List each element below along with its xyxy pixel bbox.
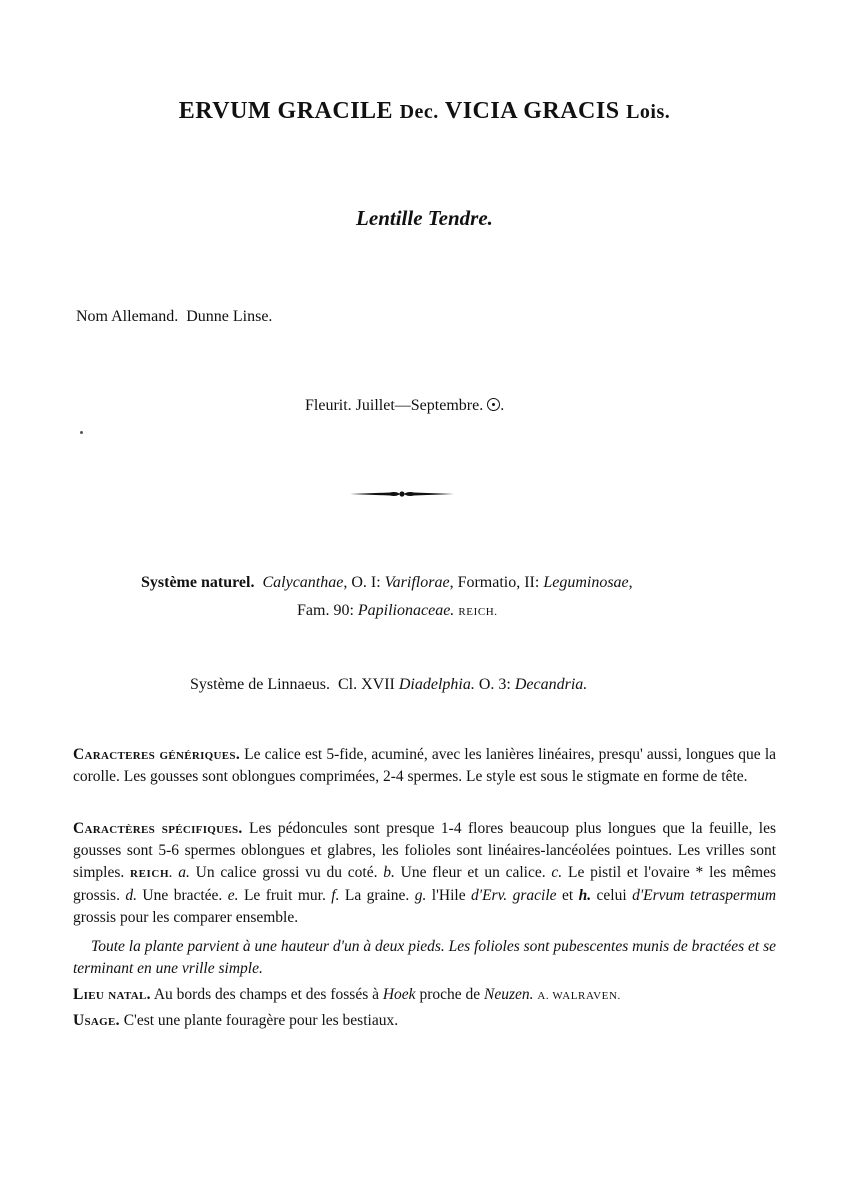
specific-characters [73,818,776,929]
specific-heading: Caractères spécifiques. [73,820,243,837]
figure-caption: et [556,887,579,904]
linnaeus-label: Système de Linnaeus. [190,676,330,693]
order-name: Variflorae [384,574,450,591]
usage [73,1010,776,1032]
figure-caption: Le fruit mur. [238,887,332,904]
figure-caption: Le pistil et l'ovaire * les mêmes grossis. [73,864,776,904]
collector-name: A. WALRAVEN. [537,990,621,1002]
german-name: Nom Allemand. Dunne Linse. [76,308,273,325]
figure-caption: Un calice grossi vu du coté. [189,864,384,881]
usage-text: C'est une plante fouragère pour les bestiaux. [119,1012,399,1029]
plant-note: Toute la plante parvient à une hauteur d'un à deux pieds. Les folioles sont pubescentes munis de bractées et se terminant en une vrille simple. [73,938,776,977]
figure-letter: e. [227,887,239,904]
formatio-name: Leguminosae [543,574,629,591]
linnaeus-class: Cl. XVII [337,676,399,693]
systeme-naturel-line-1 [141,574,633,592]
linnaeus-order: O. 3: [474,676,515,693]
formatio-label: , Formatio, II: [449,574,544,591]
generic-text: Le calice est 5-fide, acuminé, avec les lanières linéaires, presqu' aussi, longues que la corolle. Les gousses sont oblongues comprimées, 2-4 spermes. Le style est sous le stigmate en forme de tête. [73,746,776,785]
species-ref: d'Erv. gracile [471,887,557,904]
title-genus: ERVUM GRACILE [178,98,394,124]
figure-caption: Une bractée. [137,887,228,904]
figure-letter: b. [383,864,395,881]
class-name: Calycanthae [262,574,344,591]
family-label: Fam. 90: [297,602,358,619]
title-author-2: Lois. [626,101,671,123]
figure-caption: Une fleur et un calice. [394,864,552,881]
figure-letter: g. [414,887,427,904]
ornament-divider-icon [350,488,454,500]
figure-letter: a. [178,864,190,881]
author-reich: REICH. [458,606,498,618]
title-synonym: VICIA GRACIS [444,98,620,124]
systeme-naturel-label: Système naturel. [141,574,255,591]
systeme-naturel-line-2 [297,602,498,620]
comma: , [628,574,633,591]
speck-mark [80,431,83,434]
annual-symbol-icon [487,398,500,411]
figure-caption: La graine. [339,887,415,904]
usage-heading: Usage. [73,1012,120,1029]
figure-caption: celui [591,887,633,904]
generic-characters [73,744,776,788]
location-text: Au bords des champs et des fossés à [150,986,383,1003]
place-name: Neuzen. [484,986,534,1003]
author-reich: REICH. [130,868,173,880]
linnaeus-order-name: Decandria. [514,676,588,693]
title-author-1: Dec. [399,101,439,123]
page-title [0,98,849,125]
place-name: Hoek [382,986,416,1003]
species-ref: d'Ervum tetraspermum [632,887,777,904]
location-heading: Lieu natal. [73,986,151,1003]
location-text: proche de [415,986,484,1003]
generic-heading: Caracteres génériques. [73,746,241,763]
flowering-text: Fleurit. Juillet—Septembre. [305,397,484,414]
linnaeus-system [190,676,587,694]
figure-letter: d. [125,887,137,904]
figure-caption: grossis pour les comparer ensemble. [73,909,299,926]
specific-text: Les pédoncules sont presque 1-4 flores beaucoup plus longues que la feuille, les gousses sont 5-6 spermes oblongues et glabres, les folioles sont linéaires-lancéolées pointues. Les vrilles sont simples. [73,820,777,881]
native-location [73,984,776,1007]
common-name: Lentille Tendre. [356,206,493,230]
linnaeus-class-name: Diadelphia. [398,676,475,693]
family-name: Papilionaceae. [357,602,455,619]
flowering-period: Fleurit. Juillet—Septembre. . [305,397,505,414]
figure-caption: l'Hile [426,887,472,904]
figure-letter: f. [331,887,340,904]
order-label: , O. I: [343,574,385,591]
figure-letter: h. [578,887,592,904]
figure-letter: c. [551,864,563,881]
